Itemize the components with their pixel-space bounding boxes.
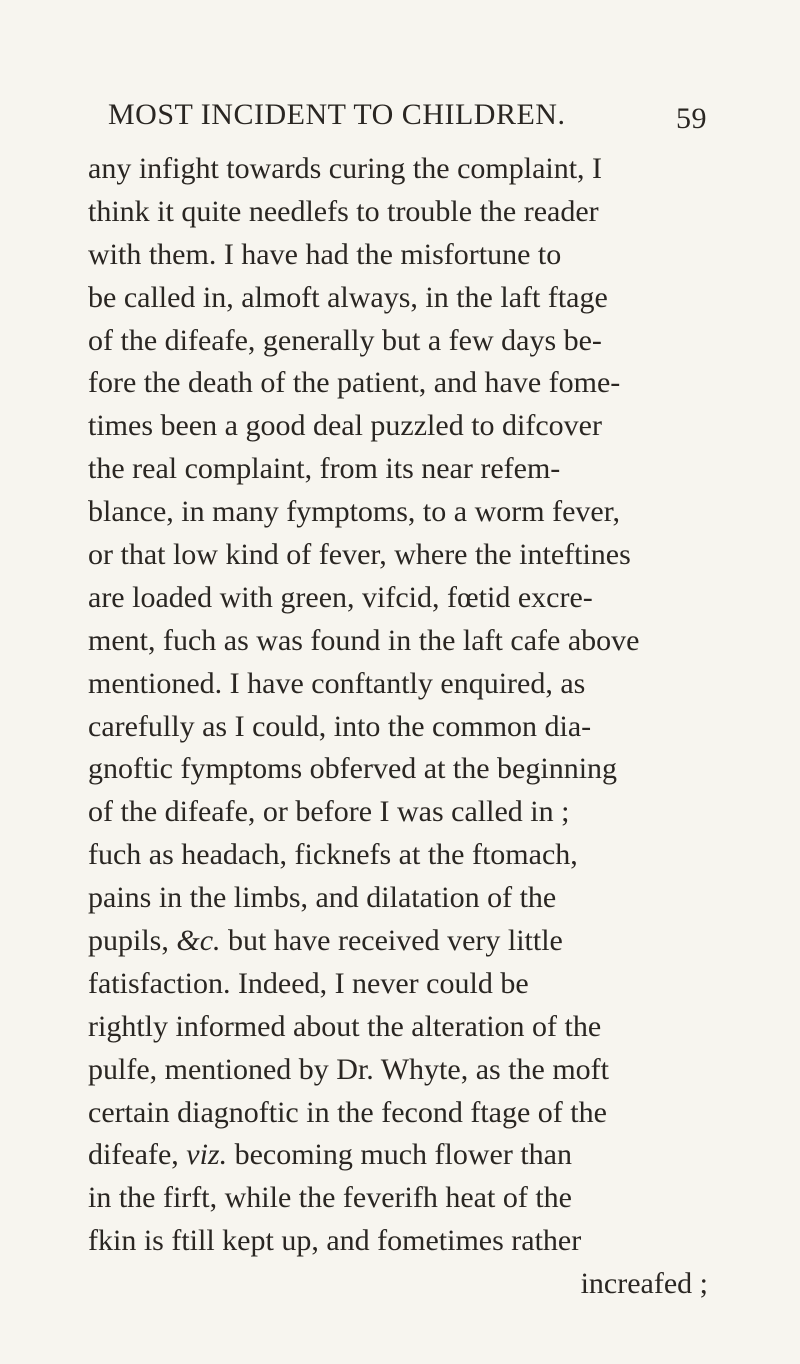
text-line xyxy=(88,277,728,320)
text-segment: be called in, almoft always, in the laft ftage xyxy=(88,280,608,314)
text-line xyxy=(88,663,728,706)
text-segment: the real complaint, from its near refem- xyxy=(88,452,561,486)
text-segment: increafed ; xyxy=(580,1267,708,1301)
text-line xyxy=(88,320,728,363)
text-line xyxy=(88,191,728,234)
running-head-title: MOST INCIDENT TO CHILDREN. xyxy=(108,98,566,131)
text-segment: but have received very little xyxy=(220,924,563,958)
text-segment: are loaded with green, vifcid, fœtid excre- xyxy=(88,580,593,614)
text-line xyxy=(88,148,728,191)
text-segment: any infight towards curing the complaint, I xyxy=(88,152,603,185)
running-head xyxy=(108,98,708,138)
text-line xyxy=(88,877,728,920)
text-segment: fkin is ftill kept up, and fometimes rather xyxy=(88,1224,582,1258)
text-segment: with them. I have had the misfortune to xyxy=(88,237,562,271)
text-line xyxy=(88,791,728,834)
text-segment: in the firft, while the feverifh heat of the xyxy=(88,1181,572,1215)
text-line xyxy=(88,1263,728,1306)
text-line xyxy=(88,706,728,749)
text-line xyxy=(88,920,728,963)
text-segment: fatisfaction. Indeed, I never could be xyxy=(88,966,529,1000)
text-segment: or that low kind of fever, where the inteftines xyxy=(88,538,631,572)
text-segment: certain diagnoftic in the fecond ftage of the xyxy=(88,1095,607,1129)
text-line xyxy=(88,748,728,791)
text-line xyxy=(88,362,728,405)
text-line xyxy=(88,234,728,277)
text-segment: difeafe, xyxy=(88,1138,187,1172)
text-line xyxy=(88,963,728,1006)
text-line xyxy=(88,577,728,620)
page-number: 59 xyxy=(676,102,707,135)
text-segment: of the difeafe, or before I was called in ; xyxy=(88,795,570,829)
text-segment: times been a good deal puzzled to difcover xyxy=(88,409,602,443)
text-segment: ment, fuch as was found in the laft cafe above xyxy=(88,623,640,657)
text-line xyxy=(88,1220,728,1263)
text-segment: rightly informed about the alteration of the xyxy=(88,1009,602,1043)
text-line xyxy=(88,1177,728,1220)
text-segment: fuch as headach, ficknefs at the ftomach, xyxy=(88,838,578,872)
text-segment: becoming much flower than xyxy=(227,1138,572,1172)
italic-text: viz. xyxy=(186,1138,228,1172)
text-segment: of the difeafe, generally but a few days be- xyxy=(88,323,602,357)
text-segment: fore the death of the patient, and have fome- xyxy=(88,366,621,400)
text-line xyxy=(88,1134,728,1177)
italic-text: &c. xyxy=(176,924,221,958)
text-line xyxy=(88,1092,728,1135)
text-line xyxy=(88,620,728,663)
text-line xyxy=(88,1006,728,1049)
text-segment: think it quite needlefs to trouble the reader xyxy=(88,194,599,228)
text-line xyxy=(88,534,728,577)
text-line xyxy=(88,491,728,534)
text-segment: pulfe, mentioned by Dr. Whyte, as the moft xyxy=(88,1052,610,1086)
text-line xyxy=(88,1049,728,1092)
text-segment: blance, in many fymptoms, to a worm fever, xyxy=(88,495,620,529)
text-line xyxy=(88,448,728,491)
text-segment: pains in the limbs, and dilatation of the xyxy=(88,881,557,915)
text-line xyxy=(88,834,728,877)
body-text xyxy=(88,148,728,1306)
text-segment: carefully as I could, into the common dia- xyxy=(88,709,592,743)
text-segment: mentioned. I have conftantly enquired, as xyxy=(88,666,586,700)
text-segment: pupils, xyxy=(88,924,177,958)
text-segment: gnoftic fymptoms obferved at the beginning xyxy=(88,752,618,786)
text-line xyxy=(88,405,728,448)
